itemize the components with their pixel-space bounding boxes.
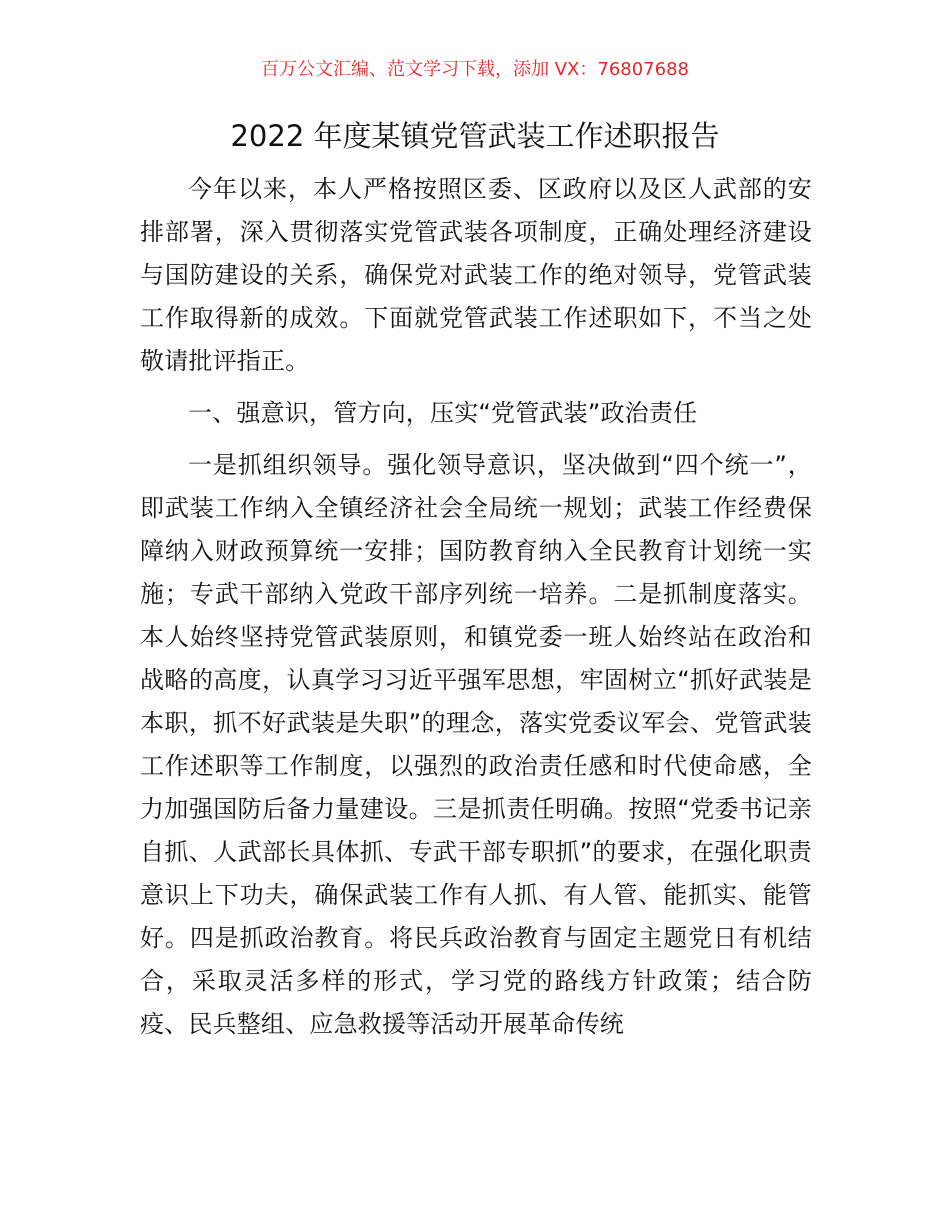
body-paragraph: 一是抓组织领导。强化领导意识，坚决做到“四个统一”，即武装工作纳入全镇经济社会全局统一规划；武装工作经费保障纳入财政预算统一安排；国防教育纳入全民教育计划统一实施；专武干部纳入党政干部序列统一培养。二是抓制度落实。本人始终坚持党管武装原则，和镇党委一班人始终站在政治和战略的高度，认真学习习近平强军思想，牢固树立“抓好武装是本职，抓不好武装是失职”的理念，落实党委议军会、党管武装工作述职等工作制度，以强烈的政治责任感和时代使命感，全力加强国防后备力量建设。三是抓责任明确。按照“党委书记亲自抓、人武部长具体抓、专武干部专职抓”的要求，在强化职责意识上下功夫，确保武装工作有人抓、有人管、能抓实、能管好。四是抓政治教育。将民兵政治教育与固定主题党日有机结合，采取灵活多样的形式，学习党的路线方针政策；结合防疫、民兵整组、应急救援等活动开展革命传统 xyxy=(140,451,812,1038)
document-title: 2022 年度某镇党管武装工作述职报告 xyxy=(230,119,720,153)
section-heading: 一、强意识，管方向，压实“党管武装”政治责任 xyxy=(188,399,698,427)
intro-paragraph: 今年以来，本人严格按照区委、区政府以及区人武部的安排部署，深入贯彻落实党管武装各项制度，正确处理经济建设与国防建设的关系，确保党对武装工作的绝对领导，党管武装工作取得新的成效。下面就党管武装工作述职如下，不当之处敬请批评指正。 xyxy=(140,175,812,375)
header-banner: 百万公文汇编、范文学习下载，添加 VX：76807688 xyxy=(261,59,689,80)
document-body xyxy=(140,168,812,1046)
